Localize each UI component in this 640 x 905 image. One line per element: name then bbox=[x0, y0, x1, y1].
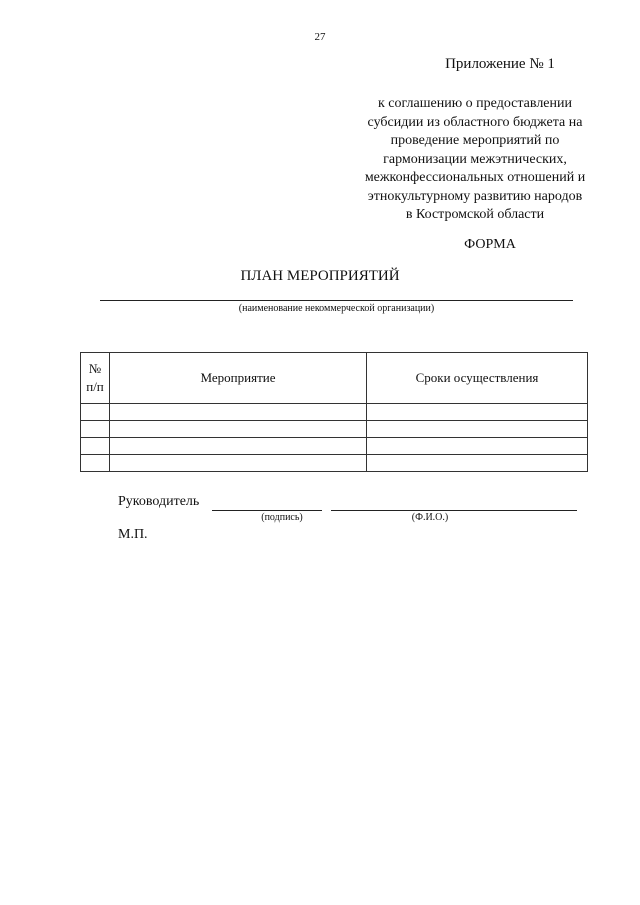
table-row bbox=[81, 421, 588, 438]
agreement-line: межконфессиональных отношений и bbox=[364, 170, 586, 185]
events-plan-table bbox=[80, 352, 588, 472]
agreement-line: субсидии из областного бюджета на bbox=[367, 114, 583, 130]
head-label: Руководитель bbox=[118, 494, 200, 509]
agreement-line: к соглашению о предоставлении bbox=[378, 96, 572, 111]
table-cell bbox=[81, 421, 110, 438]
signature-line bbox=[212, 510, 322, 511]
column-header-number bbox=[81, 353, 110, 404]
table-cell bbox=[367, 455, 588, 472]
full-name-caption: (Ф.И.О.) bbox=[411, 512, 449, 523]
table-row bbox=[81, 404, 588, 421]
table-cell bbox=[81, 404, 110, 421]
table-cell bbox=[367, 438, 588, 455]
seal-label: М.П. bbox=[118, 527, 148, 542]
table-cell bbox=[81, 455, 110, 472]
agreement-line: в Костромской области bbox=[405, 207, 545, 222]
table-row bbox=[81, 455, 588, 472]
page-number: 27 bbox=[314, 31, 326, 43]
full-name-line bbox=[331, 510, 577, 511]
organization-name-caption: (наименование некоммерческой организации) bbox=[238, 303, 435, 314]
table-cell bbox=[110, 421, 367, 438]
table-cell bbox=[110, 455, 367, 472]
form-label: ФОРМА bbox=[464, 237, 516, 252]
signature-caption: (подпись) bbox=[261, 512, 303, 523]
column-header-number-label: № п/п bbox=[86, 361, 104, 394]
table-cell bbox=[367, 421, 588, 438]
column-header-dates: Сроки осуществления bbox=[367, 353, 588, 404]
appendix-title: Приложение № 1 bbox=[445, 56, 555, 72]
plan-title: ПЛАН МЕРОПРИЯТИЙ bbox=[240, 268, 400, 284]
agreement-reference bbox=[340, 95, 610, 225]
table-cell bbox=[110, 404, 367, 421]
organization-name-line bbox=[100, 300, 573, 301]
table-cell bbox=[81, 438, 110, 455]
table-row bbox=[81, 438, 588, 455]
agreement-line: гармонизации межэтнических, bbox=[383, 151, 567, 167]
table-cell bbox=[110, 438, 367, 455]
agreement-line: проведение мероприятий по bbox=[390, 133, 560, 148]
agreement-line: этнокультурному развитию народов bbox=[367, 188, 583, 204]
column-header-event: Мероприятие bbox=[110, 353, 367, 404]
table-header-row bbox=[81, 353, 588, 404]
table-cell bbox=[367, 404, 588, 421]
